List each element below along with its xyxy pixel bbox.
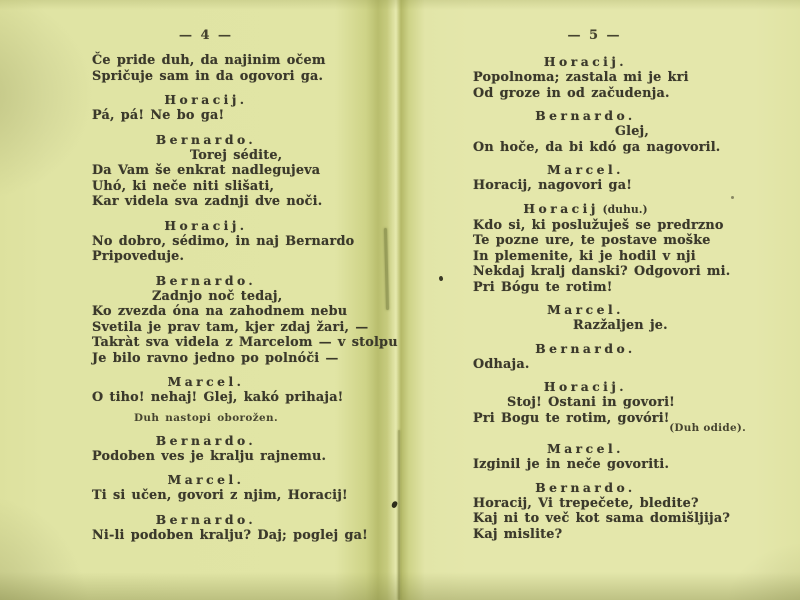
speaker-heading xyxy=(473,200,698,217)
dialogue-line: Podoben ves je kralju rajnemu. xyxy=(92,448,327,464)
speaker-name: Horacij xyxy=(523,200,599,216)
ink-speck xyxy=(731,196,734,199)
speaker-heading xyxy=(473,53,698,69)
spine-crease-lower xyxy=(398,430,400,600)
speaker-heading xyxy=(92,511,320,527)
dialogue-line: Pri Bógu te rotim! xyxy=(473,279,613,295)
ink-speck xyxy=(438,275,443,281)
dialogue-line: Pripoveduje. xyxy=(92,249,185,264)
speaker-name: Marcel. xyxy=(167,472,245,487)
dialogue-line: Svetila je prav tam, kjer zdaj žari, — xyxy=(92,319,369,335)
book-page-left xyxy=(92,28,398,543)
dialogue-line: Izginil je in neče govoriti. xyxy=(473,457,670,472)
dialogue-line: Te pozne ure, te postave moške xyxy=(473,233,711,248)
speaker-heading xyxy=(92,272,320,288)
speaker-heading xyxy=(92,432,320,448)
dialogue-line: Kaj ni to več kot sama domišljija? xyxy=(473,511,731,526)
dialogue-line: On hoče, da bi kdó ga nagovoril. xyxy=(473,139,721,155)
dialogue-line: Stoj! Ostani in govori! xyxy=(507,395,675,410)
speaker-heading xyxy=(473,107,698,123)
dialogue-line: Uhó, ki neče niti slišati, xyxy=(92,178,275,194)
page-text-column xyxy=(92,53,398,543)
dialogue-line: Da Vam še enkrat nadlegujeva xyxy=(92,163,321,178)
speaker-heading xyxy=(92,91,320,107)
speaker-name: Bernardo. xyxy=(155,432,257,448)
page-number: — 4 — xyxy=(178,28,234,43)
page-number: — 5 — xyxy=(567,28,622,43)
speaker-name: Bernardo. xyxy=(535,108,636,123)
speaker-heading xyxy=(92,131,320,147)
dialogue-line: Glej, xyxy=(615,124,650,139)
speaker-heading xyxy=(473,440,698,456)
speaker-name: Bernardo. xyxy=(155,272,257,288)
dialogue-line: Odhaja. xyxy=(473,356,530,372)
dialogue-line: Kdo si, ki poslužuješ se predrzno xyxy=(473,217,724,233)
stage-direction: (Duh odide). xyxy=(669,422,746,434)
dialogue-line: Ni-li podoben kralju? Daj; poglej ga! xyxy=(92,527,368,543)
speaker-name: Horacij. xyxy=(164,217,248,233)
page-text-column xyxy=(473,53,746,542)
speaker-name: Horacij. xyxy=(164,92,248,107)
dialogue-line: Popolnoma; zastala mi je kri xyxy=(473,70,689,85)
speaker-name: Bernardo. xyxy=(155,511,257,527)
dialogue-line: Kar videla sva zadnji dve noči. xyxy=(92,194,323,209)
dialogue-line: No dobro, sédimo, in naj Bernardo xyxy=(92,233,355,249)
speaker-name: Bernardo. xyxy=(155,131,257,147)
dialogue-line: Horacij, nagovori ga! xyxy=(473,178,633,193)
dialogue-line: Pri Bogu te rotim, govóri! xyxy=(473,410,670,426)
dialogue-line: Horacij, Vi trepečete, bledite? xyxy=(473,495,699,511)
speaker-heading xyxy=(473,479,698,495)
speaker-name: Bernardo. xyxy=(535,340,636,356)
speaker-heading xyxy=(92,217,320,233)
dialogue-line: Takràt sva videla z Marcelom — v stolpu xyxy=(92,335,398,350)
dialogue-line: Spričuje sam in da ogovori ga. xyxy=(92,68,324,84)
dialogue-line: Ko zvezda óna na zahodnem nebu xyxy=(92,304,348,319)
dialogue-line: Je bilo ravno jedno po polnóči — xyxy=(92,350,339,366)
speaker-heading xyxy=(92,471,320,487)
speaker-name: Marcel. xyxy=(167,374,245,389)
dialogue-line: Nekdaj kralj danski? Odgovori mi. xyxy=(473,264,731,279)
dialogue-line: O tiho! nehaj! Glej, kakó prihaja! xyxy=(92,390,344,405)
dialogue-line: Pá, pá! Ne bo ga! xyxy=(92,108,225,123)
book-spine-gutter xyxy=(360,0,424,600)
dialogue-line: Ti si učen, govori z njim, Horacij! xyxy=(92,488,348,503)
dialogue-line: Če pride duh, da najinim očem xyxy=(92,53,326,68)
speaker-name: Marcel. xyxy=(547,162,624,177)
dialogue-line: In plemenite, ki je hodil v nji xyxy=(473,248,696,264)
stage-direction-inline: (duhu.) xyxy=(598,202,648,216)
speaker-name: Bernardo. xyxy=(535,479,636,495)
stage-direction: Duh nastopi oborožen. xyxy=(133,411,279,424)
speaker-heading xyxy=(473,301,698,317)
speaker-heading xyxy=(473,161,698,177)
dialogue-line: Kaj mislite? xyxy=(473,526,563,542)
dialogue-line: Zadnjo noč tedaj, xyxy=(152,288,283,304)
speaker-name: Horacij. xyxy=(543,379,628,394)
speaker-heading xyxy=(473,340,698,356)
speaker-heading xyxy=(473,378,698,394)
speaker-name: Marcel. xyxy=(547,302,624,317)
dialogue-line: Od groze in od začudenja. xyxy=(473,85,670,101)
book-page-right xyxy=(473,28,746,542)
dialogue-line: Razžaljen je. xyxy=(573,318,668,333)
dialogue-line: Torej sédite, xyxy=(190,147,283,163)
speaker-name: Marcel. xyxy=(547,441,624,456)
speaker-heading xyxy=(92,373,320,389)
speaker-name: Horacij. xyxy=(543,54,628,69)
